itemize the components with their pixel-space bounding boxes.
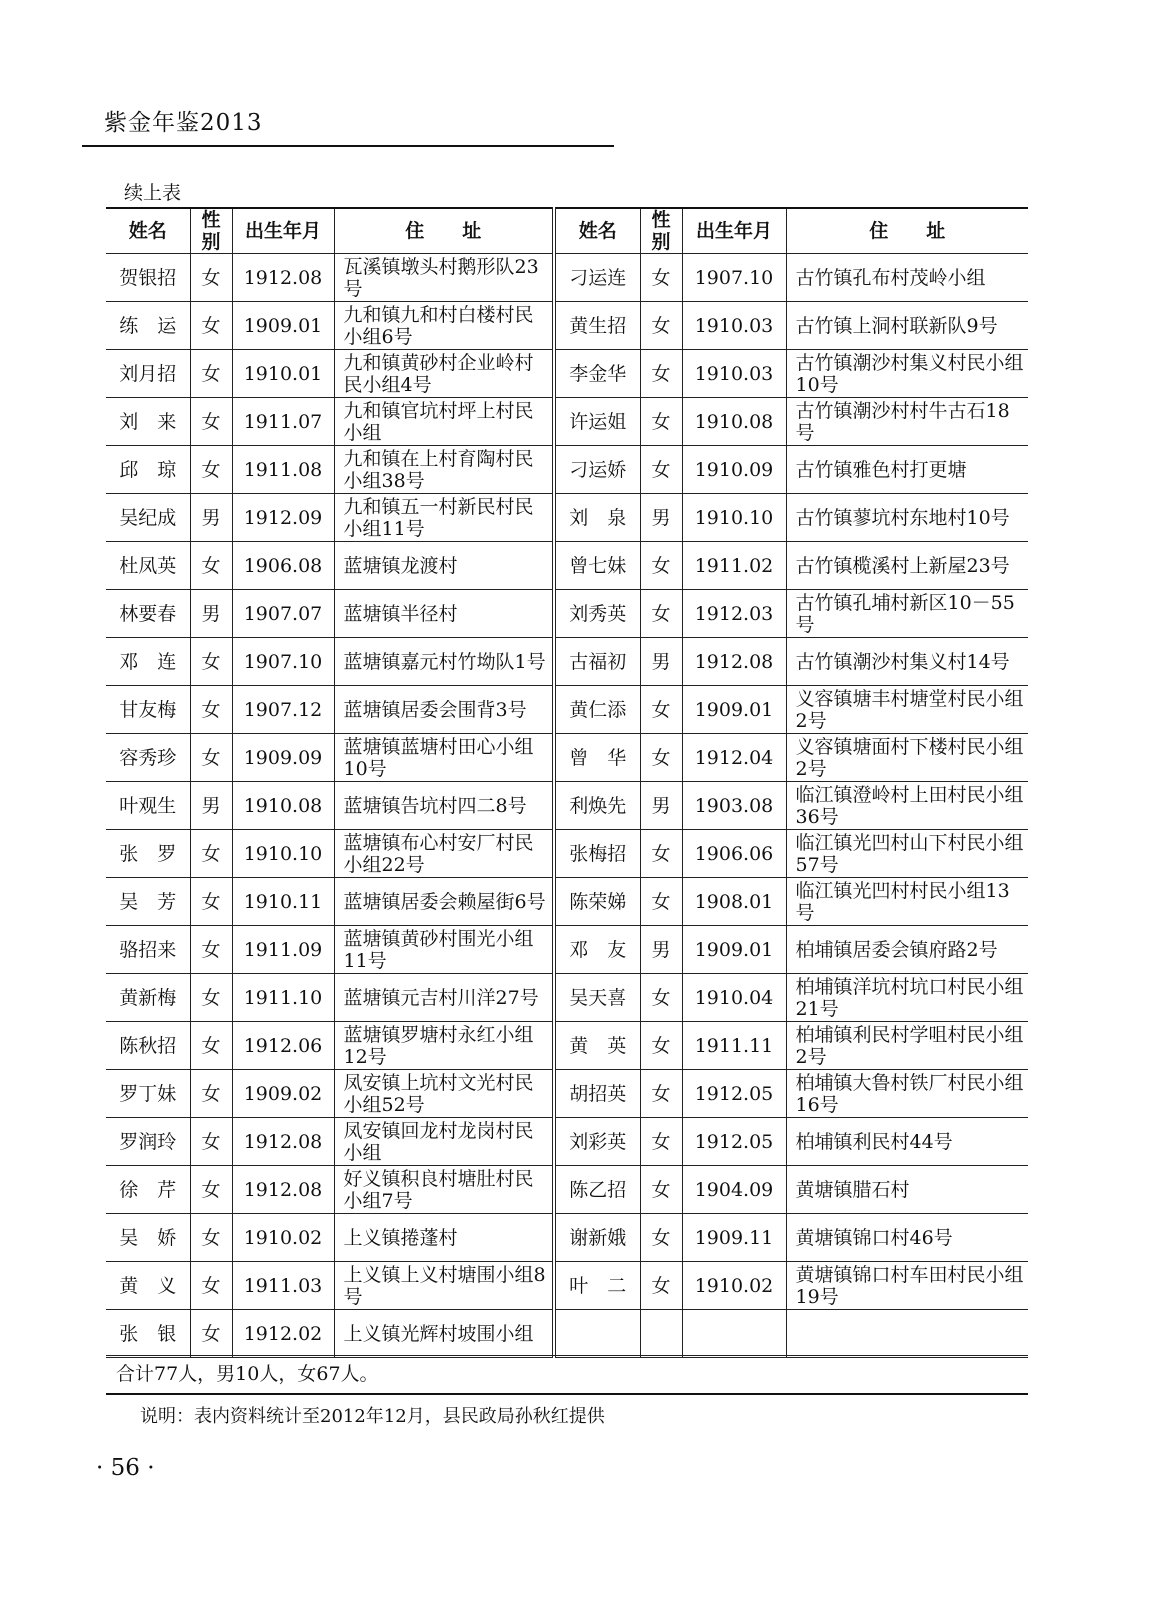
cell-name: 贺银招: [106, 254, 190, 302]
cell-sex: 女: [190, 302, 232, 350]
header-name: 姓名: [106, 208, 190, 254]
cell-name: 邓 连: [106, 638, 190, 686]
summary-text: 合计77人，男10人，女67人。: [116, 1363, 379, 1385]
cell-address: 上义镇上义村塘围小组8号: [334, 1262, 554, 1310]
cell-name: 张梅招: [554, 830, 640, 878]
cell-sex: 女: [640, 1214, 682, 1262]
cell-address: 蓝塘镇罗塘村永红小组12号: [334, 1022, 554, 1070]
cell-birth: 1907.10: [682, 254, 786, 302]
cell-address: 义容镇塘面村下楼村民小组2号: [786, 734, 1028, 782]
cell-birth: 1911.10: [232, 974, 334, 1022]
cell-address: 黄塘镇锦口村车田村民小组19号: [786, 1262, 1028, 1310]
table-row: [106, 878, 1028, 926]
table-row: [106, 1262, 1028, 1310]
cell-sex: 女: [640, 542, 682, 590]
running-title: 紫金年鉴2013: [104, 110, 263, 136]
cell-birth: 1909.11: [682, 1214, 786, 1262]
cell-birth: 1912.08: [232, 254, 334, 302]
cell-birth: 1910.09: [682, 446, 786, 494]
header-name: 姓名: [554, 208, 640, 254]
cell-name: 陈乙招: [554, 1166, 640, 1214]
cell-birth: 1910.10: [682, 494, 786, 542]
cell-birth: 1912.04: [682, 734, 786, 782]
cell-address: 古竹镇潮沙村集义村民小组10号: [786, 350, 1028, 398]
cell-address: 临江镇光凹村村民小组13号: [786, 878, 1028, 926]
cell-address: 临江镇光凹村山下村民小组57号: [786, 830, 1028, 878]
cell-address: 柏埔镇利民村学咀村民小组2号: [786, 1022, 1028, 1070]
cell-address: 临江镇澄岭村上田村民小组36号: [786, 782, 1028, 830]
cell-birth: 1910.11: [232, 878, 334, 926]
cell-sex: [640, 1310, 682, 1358]
cell-sex: 女: [190, 542, 232, 590]
cell-address: 蓝塘镇黄砂村围光小组11号: [334, 926, 554, 974]
cell-sex: 女: [640, 350, 682, 398]
cell-sex: 女: [640, 302, 682, 350]
cell-address: 古竹镇雅色村打更塘: [786, 446, 1028, 494]
cell-sex: 女: [190, 254, 232, 302]
cell-birth: 1906.06: [682, 830, 786, 878]
cell-sex: 女: [190, 1118, 232, 1166]
cell-name: 黄 义: [106, 1262, 190, 1310]
cell-name: 甘友梅: [106, 686, 190, 734]
cell-birth: 1910.08: [232, 782, 334, 830]
cell-name: 利焕先: [554, 782, 640, 830]
cell-sex: 女: [190, 1310, 232, 1358]
table-row: [106, 254, 1028, 302]
cell-birth: 1911.02: [682, 542, 786, 590]
cell-birth: 1911.09: [232, 926, 334, 974]
cell-address: 古竹镇潮沙村集义村14号: [786, 638, 1028, 686]
cell-address: 古竹镇上洞村联新队9号: [786, 302, 1028, 350]
cell-birth: 1912.09: [232, 494, 334, 542]
table-row: [106, 1022, 1028, 1070]
cell-sex: 女: [640, 1166, 682, 1214]
cell-name: 许运姐: [554, 398, 640, 446]
cell-birth: 1912.08: [682, 638, 786, 686]
cell-name: 刁运娇: [554, 446, 640, 494]
header-rule: [82, 145, 614, 147]
cell-name: 曾 华: [554, 734, 640, 782]
cell-sex: 男: [190, 590, 232, 638]
cell-name: 吴纪成: [106, 494, 190, 542]
cell-name: 骆招来: [106, 926, 190, 974]
cell-sex: 男: [640, 638, 682, 686]
cell-sex: 男: [640, 494, 682, 542]
cell-name: 邓 友: [554, 926, 640, 974]
table-row: [106, 446, 1028, 494]
cell-name: 陈荣娣: [554, 878, 640, 926]
table-row: [106, 1070, 1028, 1118]
cell-address: 蓝塘镇蓝塘村田心小组10号: [334, 734, 554, 782]
cell-name: 吴 芳: [106, 878, 190, 926]
cell-birth: 1912.08: [232, 1118, 334, 1166]
cell-birth: 1910.01: [232, 350, 334, 398]
cell-sex: 女: [190, 1022, 232, 1070]
source-note: 说明：表内资料统计至2012年12月，县民政局孙秋红提供: [140, 1406, 605, 1427]
table-row: [106, 782, 1028, 830]
cell-name: 曾七妹: [554, 542, 640, 590]
header-sex: 性别: [640, 208, 682, 254]
table-row: [106, 830, 1028, 878]
cell-sex: 男: [640, 926, 682, 974]
continued-label: 续上表: [124, 182, 182, 204]
cell-birth: 1910.08: [682, 398, 786, 446]
cell-address: 义容镇塘丰村塘堂村民小组2号: [786, 686, 1028, 734]
cell-address: 瓦溪镇墩头村鹅形队23号: [334, 254, 554, 302]
cell-name: 陈秋招: [106, 1022, 190, 1070]
cell-address: 蓝塘镇龙渡村: [334, 542, 554, 590]
cell-birth: 1911.08: [232, 446, 334, 494]
cell-sex: 男: [640, 782, 682, 830]
table-row: [106, 638, 1028, 686]
cell-birth: 1910.02: [682, 1262, 786, 1310]
cell-sex: 女: [640, 590, 682, 638]
cell-name: 吴 娇: [106, 1214, 190, 1262]
cell-name: 容秀珍: [106, 734, 190, 782]
cell-address: 古竹镇蓼坑村东地村10号: [786, 494, 1028, 542]
cell-name: 张 银: [106, 1310, 190, 1358]
cell-address: 柏埔镇大鲁村铁厂村民小组16号: [786, 1070, 1028, 1118]
cell-birth: 1911.11: [682, 1022, 786, 1070]
table-row: [106, 734, 1028, 782]
cell-sex: 女: [190, 350, 232, 398]
cell-birth: 1910.03: [682, 302, 786, 350]
table-row: [106, 494, 1028, 542]
cell-address: 柏埔镇洋坑村坑口村民小组21号: [786, 974, 1028, 1022]
centenarian-table: [106, 207, 1028, 1358]
cell-name: 李金华: [554, 350, 640, 398]
cell-birth: 1909.09: [232, 734, 334, 782]
cell-birth: 1906.08: [232, 542, 334, 590]
cell-birth: 1910.10: [232, 830, 334, 878]
cell-sex: 女: [640, 974, 682, 1022]
cell-sex: 女: [190, 1262, 232, 1310]
cell-address: 上义镇捲蓬村: [334, 1214, 554, 1262]
table-row: [106, 302, 1028, 350]
cell-birth: [682, 1310, 786, 1358]
cell-birth: 1907.10: [232, 638, 334, 686]
cell-name: 叶观生: [106, 782, 190, 830]
cell-name: 吴天喜: [554, 974, 640, 1022]
cell-birth: 1912.06: [232, 1022, 334, 1070]
header-birth: 出生年月: [232, 208, 334, 254]
table-body: [106, 254, 1028, 1358]
cell-name: 杜凤英: [106, 542, 190, 590]
cell-name: 刘彩英: [554, 1118, 640, 1166]
cell-name: 黄生招: [554, 302, 640, 350]
cell-address: 凤安镇回龙村龙岗村民小组: [334, 1118, 554, 1166]
header-birth: 出生年月: [682, 208, 786, 254]
header-address: 住 址: [786, 208, 1028, 254]
cell-name: 林要春: [106, 590, 190, 638]
cell-birth: 1907.12: [232, 686, 334, 734]
cell-birth: 1910.04: [682, 974, 786, 1022]
cell-address: 古竹镇孔布村茂岭小组: [786, 254, 1028, 302]
cell-name: 叶 二: [554, 1262, 640, 1310]
cell-sex: 女: [190, 1070, 232, 1118]
cell-birth: 1912.05: [682, 1118, 786, 1166]
header-sex: 性别: [190, 208, 232, 254]
cell-sex: 女: [190, 830, 232, 878]
cell-sex: 女: [190, 446, 232, 494]
cell-sex: 女: [190, 686, 232, 734]
cell-sex: 女: [640, 1070, 682, 1118]
cell-address: 黄塘镇锦口村46号: [786, 1214, 1028, 1262]
header-address: 住 址: [334, 208, 554, 254]
cell-address: 蓝塘镇告坑村四二8号: [334, 782, 554, 830]
cell-birth: 1909.02: [232, 1070, 334, 1118]
cell-birth: 1910.02: [232, 1214, 334, 1262]
cell-name: 邱 琼: [106, 446, 190, 494]
cell-birth: 1912.08: [232, 1166, 334, 1214]
table-row: [106, 926, 1028, 974]
cell-address: 柏埔镇居委会镇府路2号: [786, 926, 1028, 974]
cell-birth: 1911.03: [232, 1262, 334, 1310]
table-row: [106, 398, 1028, 446]
table-row: [106, 590, 1028, 638]
cell-address: 九和镇官坑村坪上村民小组: [334, 398, 554, 446]
cell-sex: 男: [190, 782, 232, 830]
page-number: · 56 ·: [96, 1455, 155, 1481]
cell-address: 好义镇积良村塘肚村民小组7号: [334, 1166, 554, 1214]
cell-name: 徐 芹: [106, 1166, 190, 1214]
cell-address: 黄塘镇腊石村: [786, 1166, 1028, 1214]
cell-address: 九和镇在上村育陶村民小组38号: [334, 446, 554, 494]
cell-name: 古福初: [554, 638, 640, 686]
cell-address: 蓝塘镇嘉元村竹坳队1号: [334, 638, 554, 686]
cell-address: 九和镇五一村新民村民小组11号: [334, 494, 554, 542]
cell-name: 刘秀英: [554, 590, 640, 638]
cell-birth: 1911.07: [232, 398, 334, 446]
cell-address: 蓝塘镇居委会围背3号: [334, 686, 554, 734]
cell-sex: 女: [640, 830, 682, 878]
cell-name: 刘 来: [106, 398, 190, 446]
cell-sex: 女: [640, 398, 682, 446]
cell-birth: 1909.01: [232, 302, 334, 350]
cell-sex: 女: [640, 878, 682, 926]
cell-sex: 女: [190, 926, 232, 974]
cell-birth: 1908.01: [682, 878, 786, 926]
table-header-row: [106, 208, 1028, 254]
cell-address: 蓝塘镇元吉村川洋27号: [334, 974, 554, 1022]
cell-name: 谢新娥: [554, 1214, 640, 1262]
cell-name: 罗润玲: [106, 1118, 190, 1166]
table-row: [106, 1310, 1028, 1358]
cell-sex: 女: [190, 1166, 232, 1214]
table-row: [106, 1118, 1028, 1166]
cell-sex: 女: [640, 446, 682, 494]
table-row: [106, 974, 1028, 1022]
cell-sex: 女: [640, 254, 682, 302]
cell-birth: 1909.01: [682, 686, 786, 734]
cell-sex: 男: [190, 494, 232, 542]
cell-sex: 女: [190, 1214, 232, 1262]
table-row: [106, 686, 1028, 734]
cell-name: 胡招英: [554, 1070, 640, 1118]
cell-address: 上义镇光辉村坡围小组: [334, 1310, 554, 1358]
cell-address: 九和镇九和村白楼村民小组6号: [334, 302, 554, 350]
cell-birth: 1903.08: [682, 782, 786, 830]
cell-address: [786, 1310, 1028, 1358]
cell-sex: 女: [640, 1262, 682, 1310]
cell-sex: 女: [640, 734, 682, 782]
cell-address: 蓝塘镇布心村安厂村民小组22号: [334, 830, 554, 878]
cell-address: 古竹镇孔埔村新区10－55号: [786, 590, 1028, 638]
cell-birth: 1912.03: [682, 590, 786, 638]
cell-name: 练 运: [106, 302, 190, 350]
cell-birth: 1912.02: [232, 1310, 334, 1358]
cell-name: 黄仁添: [554, 686, 640, 734]
table-row: [106, 1166, 1028, 1214]
cell-name: 刘 泉: [554, 494, 640, 542]
cell-sex: 女: [190, 734, 232, 782]
cell-address: 柏埔镇利民村44号: [786, 1118, 1028, 1166]
cell-address: 古竹镇榄溪村上新屋23号: [786, 542, 1028, 590]
cell-address: 蓝塘镇居委会赖屋街6号: [334, 878, 554, 926]
cell-sex: 女: [190, 638, 232, 686]
table-row: [106, 350, 1028, 398]
cell-sex: 女: [640, 1118, 682, 1166]
table-row: [106, 1214, 1028, 1262]
cell-birth: 1907.07: [232, 590, 334, 638]
cell-sex: 女: [190, 398, 232, 446]
cell-sex: 女: [190, 974, 232, 1022]
cell-birth: 1912.05: [682, 1070, 786, 1118]
table-row: [106, 542, 1028, 590]
cell-birth: 1909.01: [682, 926, 786, 974]
cell-address: 九和镇黄砂村企业岭村民小组4号: [334, 350, 554, 398]
cell-sex: 女: [190, 878, 232, 926]
cell-name: 黄 英: [554, 1022, 640, 1070]
cell-name: [554, 1310, 640, 1358]
cell-birth: 1904.09: [682, 1166, 786, 1214]
cell-name: 黄新梅: [106, 974, 190, 1022]
cell-name: 罗丁妹: [106, 1070, 190, 1118]
cell-address: 凤安镇上坑村文光村民小组52号: [334, 1070, 554, 1118]
cell-sex: 女: [640, 1022, 682, 1070]
table-summary: [106, 1355, 1028, 1395]
cell-address: 古竹镇潮沙村村牛古石18号: [786, 398, 1028, 446]
cell-name: 刘月招: [106, 350, 190, 398]
cell-sex: 女: [640, 686, 682, 734]
cell-birth: 1910.03: [682, 350, 786, 398]
cell-name: 刁运连: [554, 254, 640, 302]
cell-name: 张 罗: [106, 830, 190, 878]
cell-address: 蓝塘镇半径村: [334, 590, 554, 638]
